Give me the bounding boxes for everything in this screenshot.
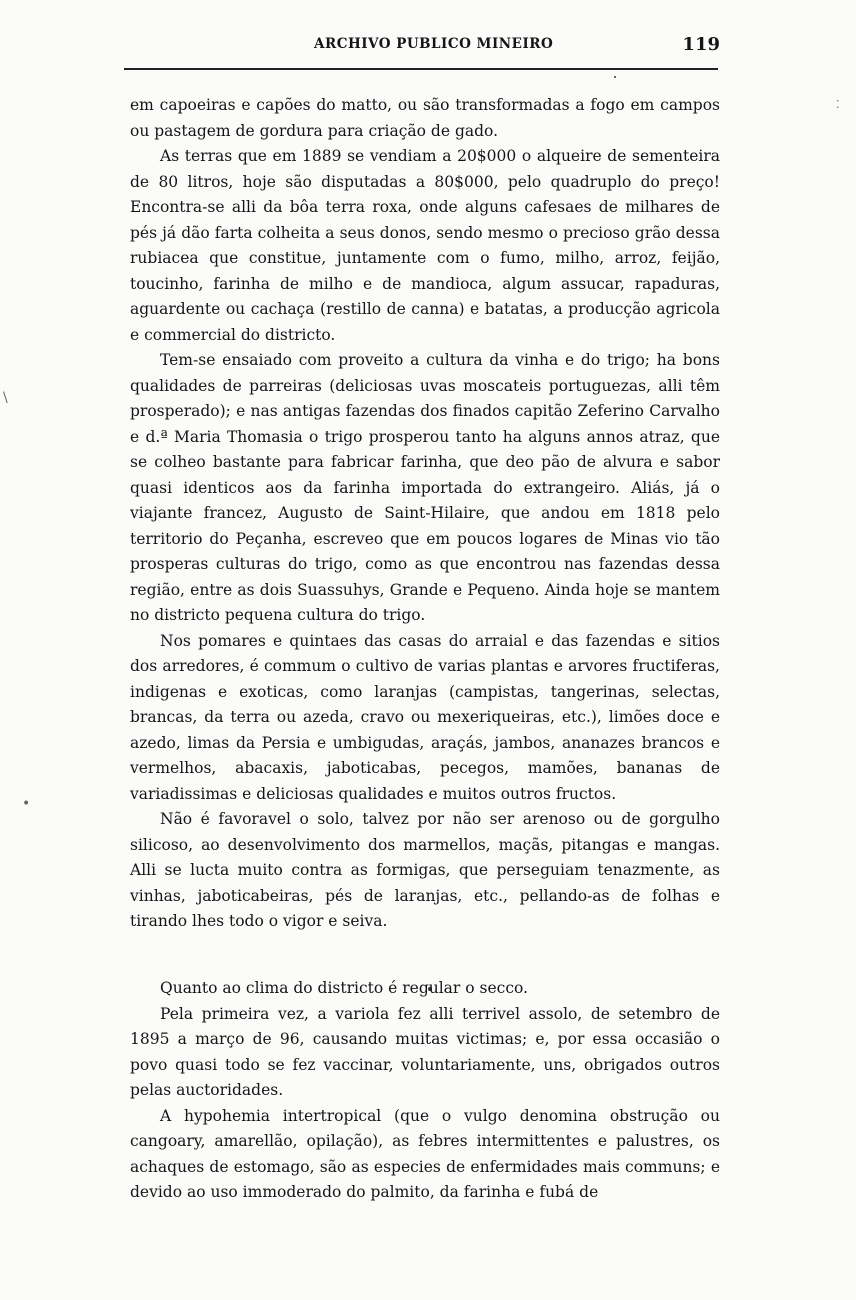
margin-mark: •	[22, 796, 31, 812]
header-rule	[124, 68, 718, 70]
paragraph: em capoeiras e capões do matto, ou são transformadas a fogo em campos ou pastagem de gordura para criação de gado.	[130, 96, 720, 140]
margin-mark: \	[3, 390, 8, 406]
text-block-upper	[130, 93, 720, 935]
paragraph: Não é favoravel o solo, talvez por não ser arenoso ou de gorgulho silicoso, ao desenvolvimento dos marmellos, maçãs, pitangas e mangas. Alli se lucta muito contra as formigas, que perseguiam tenazmente, as vinhas, jaboticabeiras, pés de laranjas, etc., pellando-as de folhas e tirando lhes todo o vigor e seiva.	[130, 810, 720, 930]
paragraph: As terras que em 1889 se vendiam a 20$000 o alqueire de sementeira de 80 litros, hoje são disputadas a 80$000, pelo quadruplo do preço! Encontra-se alli da bôa terra roxa, onde alguns cafesaes de milhares de pés já dão farta colheita a seus donos, sendo mesmo o precioso grão dessa rubiacea que constitue, juntamente com o fumo, milho, arroz, feijão, toucinho, farinha de milho e de mandioca, algum assucar, rapaduras, aguardente ou cachaça (restillo de canna) e batatas, a producção agricola e commercial do districto.	[130, 147, 720, 344]
running-title: ARCHIVO PUBLICO MINEIRO	[314, 36, 554, 52]
paragraph: Nos pomares e quintaes das casas do arraial e das fazendas e sitios dos arredores, é commum o cultivo de varias plantas e arvores fructiferas, indigenas e exoticas, como laranjas (campistas, tangerinas, selectas, brancas, da terra ou azeda, cravo ou mexeriqueiras, etc.), limões doce e azedo, limas da Persia e umbigudas, araçás, jambos, ananazes brancos e vermelhos, abacaxis, jaboticabas, pecegos, mamões, bananas de variadissimas e deliciosas qualidades e muitos outros fructos.	[130, 631, 720, 803]
text-block-lower	[130, 976, 720, 1206]
page-number: 119	[682, 34, 720, 55]
ink-speck	[614, 76, 616, 78]
paragraph: Quanto ao clima do districto é regular o secco.	[160, 979, 528, 997]
page-header	[124, 34, 720, 64]
paragraph: Pela primeira vez, a variola fez alli terrivel assolo, de setembro de 1895 a março de 96, causando muitas victimas; e, por essa occasião o povo quasi todo se fez vaccinar, voluntariamente, uns, obrigados outros pelas auctoridades.	[130, 1004, 720, 1099]
paragraph: A hypohemia intertropical (que o vulgo denomina obstrução ou cangoary, amarellão, opilação), as febres intermittentes e palustres, os achaques de estomago, são as especies de enfermidades mais communs; e devido ao uso immoderado do palmito, da farinha e fubá de	[130, 1106, 720, 1201]
paragraph: Tem-se ensaiado com proveito a cultura da vinha e do trigo; ha bons qualidades de parreiras (deliciosas uvas moscateis portuguezas, alli têm prosperado); e nas antigas fazendas dos finados capitão Zeferino Carvalho e d.ª Maria Thomasia o trigo prosperou tanto ha alguns annos atraz, que se colheo bastante para fabricar farinha, que deo pão de alvura e sabor quasi identicos aos da farinha importada do extrangeiro. Aliás, já o viajante francez, Augusto de Saint-Hilaire, que andou em 1818 pelo territorio do Peçanha, escreveo que em poucos logares de Minas vio tão prosperas culturas do trigo, como as que encontrou nas fazendas dessa região, entre as dois Suassuhys, Grande e Pequeno. Ainda hoje se mantem no districto pequena cultura do trigo.	[130, 351, 720, 624]
margin-mark: ⁚	[836, 98, 840, 111]
